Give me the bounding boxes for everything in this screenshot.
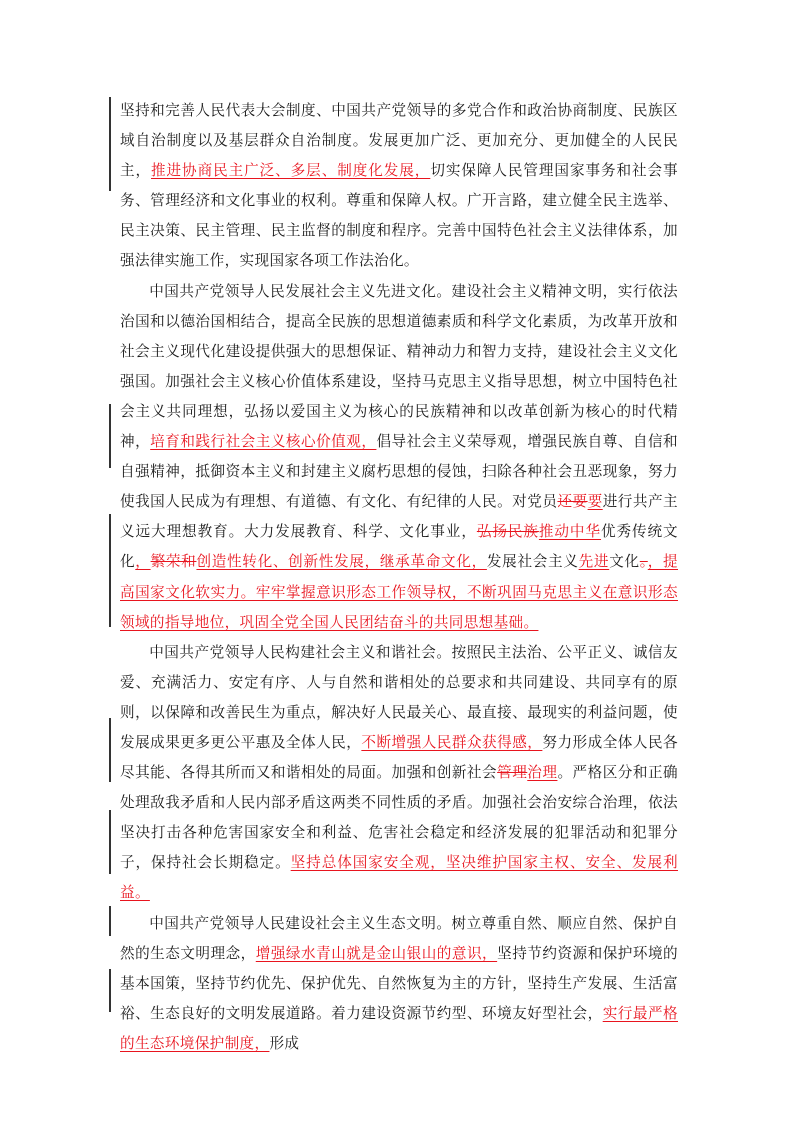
change-bar xyxy=(109,906,111,936)
deleted-text: 繁荣和 xyxy=(150,553,197,571)
change-bar xyxy=(109,810,111,874)
inserted-text: 要 xyxy=(587,493,603,511)
inserted-text: ， xyxy=(135,553,151,571)
inserted-text: 先进 xyxy=(578,553,610,571)
inserted-text: 实行最严格的生态环境保护制度， xyxy=(120,1004,678,1052)
paragraph xyxy=(120,277,678,638)
body-text: 坚持和完善人民代表大会制度、中国共产党领导的多党合作和政治协商制度、民族区域自治制度以及基层群众自治制度。发展更加广泛、更加充分、更加健全的人民民主， xyxy=(120,102,678,180)
change-bar xyxy=(109,97,111,191)
body-text: 形成 xyxy=(269,1034,300,1052)
body-text: 倡导社会主义荣辱观，增强民族自尊、自信和自强精神，抵御资本主义和封建主义腐朽思想的侵蚀，扫除各种社会丑恶现象，努力使我国人民成为有理想、有道德、有文化、有纪律的人民。对党员 xyxy=(120,433,678,511)
deleted-text: 还要 xyxy=(557,493,588,511)
body-text: 中国共产党领导人民构建社会主义和谐社会。按照民主法治、公平正义、诚信友爱、充满活力、安定有序、人与自然和谐相处的总要求和共同建设、共同享有的原则，以保障和改善民生为重点，解决好人民最关心、最直接、最现实的利益问题，使发展成果更多更公平惠及全体人民， xyxy=(120,643,678,751)
inserted-text: 治理 xyxy=(527,764,558,782)
inserted-text: 增强绿水青山就是金山银山的意识， xyxy=(255,944,498,962)
body-text: 。严格区分和正确处理敌我矛盾和人民内部矛盾这两类不同性质的矛盾。加强社会治安综合治理，依法坚决打击各种危害国家安全和利益、危害社会稳定和经济发展的犯罪活动和犯罪分子，保持社会长期稳定。 xyxy=(120,764,678,872)
inserted-text: 创造性转化、创新性发展，继承革命文化， xyxy=(196,553,487,571)
body-text: 坚持节约资源和保护环境的基本国策，坚持节约优先、保护优先、自然恢复为主的方针，坚持生产发展、生活富裕、生态良好的文明发展道路。着力建设资源节约型、环境友好型社会， xyxy=(120,944,678,1022)
deleted-text: 管理 xyxy=(497,764,528,782)
change-bar xyxy=(109,514,111,627)
body-text: 发展社会主义 xyxy=(486,553,579,571)
inserted-text: 推进协商民主广泛、多层、制度化发展， xyxy=(151,162,431,180)
change-bar xyxy=(109,969,111,1012)
inserted-text: 不断增强人民群众获得感， xyxy=(361,733,543,751)
body-text: 优秀传统文化 xyxy=(120,523,678,571)
body-text: 中国共产党领导人民发展社会主义先进文化。建设社会主义精神文明，实行依法治国和以德治国相结合，提高全民族的思想道德素质和科学文化素质，为改革开放和社会主义现代化建设提供强大的思想保证、精神动力和智力支持，建设社会主义文化强国。加强社会主义核心价值体系建设，坚持马克思主义指导思想，树立中国特色社会主义共同理想，弘扬以爱国主义为核心的民族精神和以改革创新为核心的时代精神， xyxy=(120,282,678,451)
inserted-text: 坚持总体国家安全观，坚决维护国家主权、安全、发展利益。 xyxy=(120,854,678,902)
body-text: 中国共产党领导人民建设社会主义生态文明。树立尊重自然、顺应自然、保护自然的生态文明理念， xyxy=(120,914,678,962)
deleted-text: 弘扬民族 xyxy=(476,523,539,541)
inserted-text: 推动中华 xyxy=(538,523,601,541)
inserted-text: ，提高国家文化软实力。牢牢掌握意识形态工作领导权，不断巩固马克思主义在意识形态领域的指导地位，巩固全党全国人民团结奋斗的共同思想基础。 xyxy=(120,553,678,631)
body-text: 进行共产主义远大理想教育。大力发展教育、科学、文化事业， xyxy=(120,493,678,541)
body-text: 文化 xyxy=(609,553,640,571)
body-text: 努力形成全体人民各尽其能、各得其所而又和谐相处的局面。加强和创新社会 xyxy=(120,733,678,782)
body-text: 切实保障人民管理国家事务和社会事务、管理经济和文化事业的权利。尊重和保障人权。广开言路，建立健全民主选举、民主决策、民主管理、民主监督的制度和程序。完善中国特色社会主义法律体系，加强法律实施工作，实现国家各项工作法治化。 xyxy=(120,162,678,270)
change-bar xyxy=(109,404,111,468)
paragraph xyxy=(120,96,678,277)
change-bar xyxy=(109,718,111,782)
deleted-text: 。 xyxy=(639,553,648,571)
paragraph xyxy=(120,909,678,1059)
inserted-text: 培育和践行社会主义核心价值观， xyxy=(150,433,377,451)
paragraph xyxy=(120,638,678,909)
document-body xyxy=(120,96,678,1059)
